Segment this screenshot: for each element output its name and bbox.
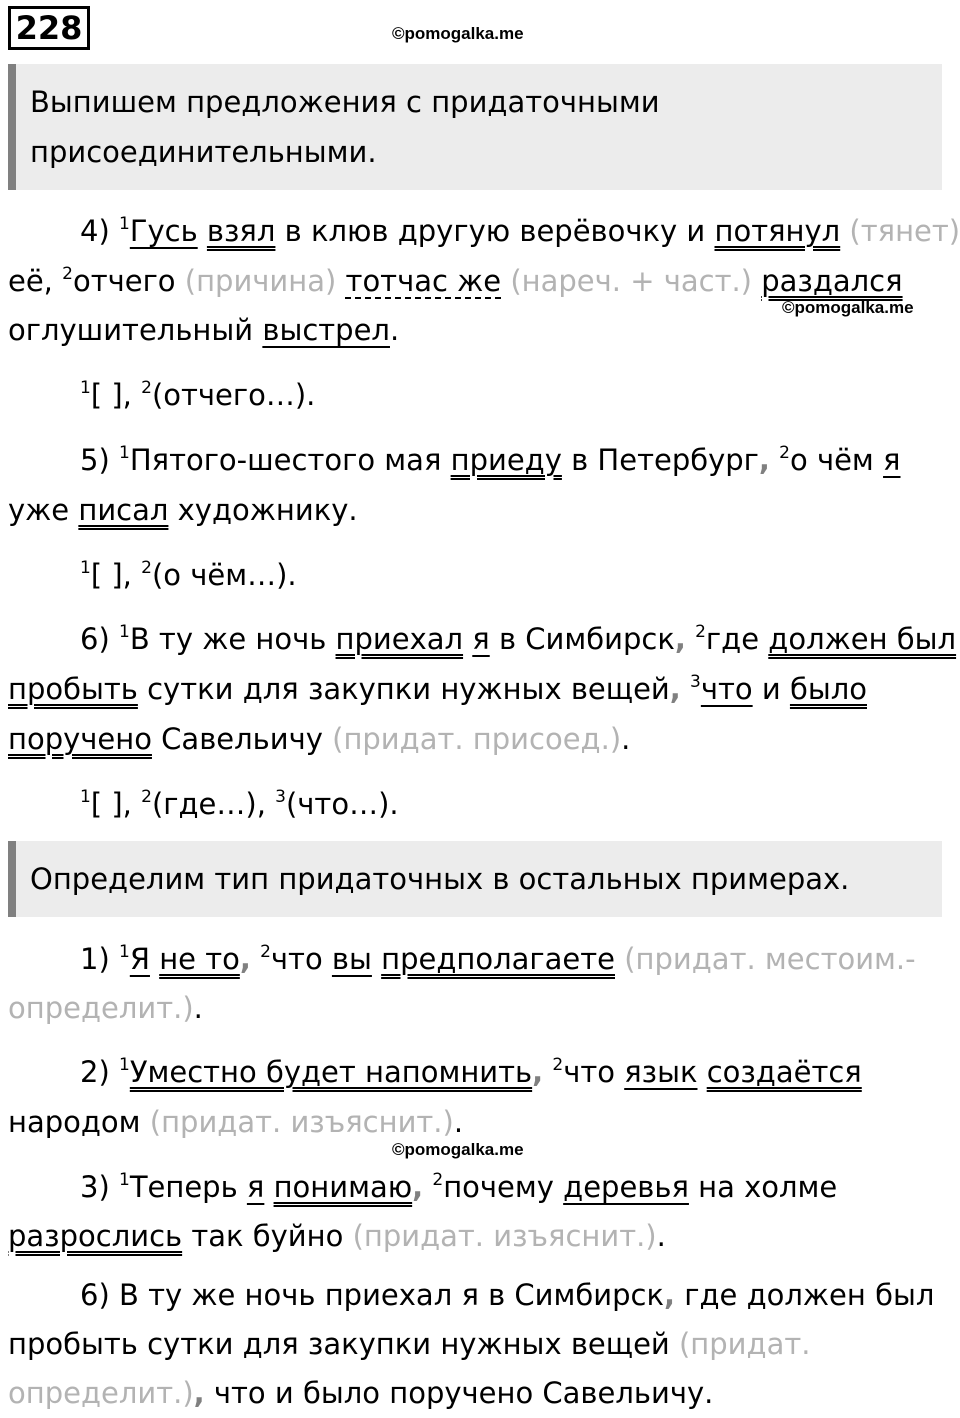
text-fragment: [ ], xyxy=(90,558,142,592)
text-fragment: я xyxy=(246,1170,265,1204)
text-fragment: (где…), xyxy=(151,787,276,821)
section-heading-2-text: Определим тип придаточных в остальных примерах. xyxy=(30,862,850,896)
text-fragment xyxy=(198,214,207,248)
text-fragment xyxy=(686,622,695,656)
text-fragment: , xyxy=(664,1278,676,1312)
text-fragment: Теперь xyxy=(129,1170,247,1204)
watermark-3: ©pomogalka.me xyxy=(392,1140,524,1159)
text-fragment: взял xyxy=(206,214,276,248)
text-fragment: 2) xyxy=(80,1055,119,1089)
item4-line3 xyxy=(8,305,399,355)
text-fragment: что xyxy=(563,1055,625,1089)
text-fragment: 6) xyxy=(80,622,119,656)
text-fragment: на холме xyxy=(688,1170,838,1204)
text-fragment: приеду xyxy=(450,443,562,477)
text-fragment: выстрел xyxy=(262,313,390,347)
item6-line1 xyxy=(80,614,956,664)
task-number: 228 xyxy=(8,6,90,50)
item4-line2 xyxy=(8,256,903,306)
watermark: ©pomogalka.me xyxy=(392,24,524,43)
text-fragment: где xyxy=(705,622,769,656)
ex2-line1 xyxy=(80,1047,862,1097)
text-fragment: тотчас же xyxy=(345,264,502,298)
section-heading-1 xyxy=(8,64,942,190)
watermark-2: ©pomogalka.me xyxy=(782,298,914,317)
text-fragment: в Симбирск xyxy=(489,622,675,656)
text-fragment xyxy=(264,1170,273,1204)
text-fragment: художнику. xyxy=(168,493,358,527)
text-fragment: . xyxy=(453,1105,464,1139)
ex3-line2 xyxy=(8,1211,666,1261)
text-fragment: сутки для закупки нужных вещей xyxy=(137,672,670,706)
text-fragment: , xyxy=(532,1055,544,1089)
text-fragment: 1 xyxy=(118,1170,130,1190)
text-fragment: (придат. присоед.) xyxy=(332,722,622,756)
text-fragment: [ ], xyxy=(90,787,142,821)
text-fragment xyxy=(681,672,690,706)
text-fragment: [ ], xyxy=(90,378,142,412)
text-fragment: 1 xyxy=(118,443,130,463)
text-fragment: её, xyxy=(8,264,63,298)
text-fragment xyxy=(543,1055,552,1089)
item4-line1 xyxy=(80,206,960,256)
text-fragment: 4) xyxy=(80,214,119,248)
text-fragment: что xyxy=(270,942,332,976)
item6-scheme xyxy=(80,779,399,829)
text-fragment: Савельичу xyxy=(151,722,333,756)
text-fragment: язык xyxy=(624,1055,698,1089)
text-fragment xyxy=(463,622,472,656)
item5-line2 xyxy=(8,485,358,535)
text-fragment: 2 xyxy=(62,264,73,284)
text-fragment: и xyxy=(752,672,790,706)
text-fragment: предполагаете xyxy=(381,942,615,976)
text-fragment: (тянет) xyxy=(840,214,960,248)
text-fragment: что xyxy=(700,672,753,706)
text-fragment: народом xyxy=(8,1105,150,1139)
text-fragment: создаётся xyxy=(706,1055,862,1089)
text-fragment: где должен был xyxy=(675,1278,935,1312)
text-fragment: (нареч. + част.) xyxy=(501,264,762,298)
text-fragment: так буйно xyxy=(182,1219,353,1253)
text-fragment: пробыть xyxy=(8,672,138,706)
text-fragment: , xyxy=(758,443,770,477)
text-fragment: 2 xyxy=(141,787,152,807)
text-fragment xyxy=(697,1055,706,1089)
text-fragment: 6) В ту же ночь приехал я в Симбирск xyxy=(80,1278,664,1312)
text-fragment: . xyxy=(193,991,203,1025)
text-fragment: . xyxy=(621,722,631,756)
item4-scheme xyxy=(80,370,315,420)
ex3-line1 xyxy=(80,1162,837,1212)
text-fragment: 1) xyxy=(80,942,119,976)
item5-line1 xyxy=(80,435,901,485)
text-fragment: оглушительный xyxy=(8,313,263,347)
text-fragment: Пятого-шестого мая xyxy=(129,443,451,477)
text-fragment: 3 xyxy=(275,787,286,807)
text-fragment: я xyxy=(472,622,490,656)
text-fragment: должен был xyxy=(768,622,957,656)
section-heading-2 xyxy=(8,841,942,917)
text-fragment: В ту же ночь xyxy=(129,622,336,656)
text-fragment: (причина) xyxy=(175,264,346,298)
text-fragment: 2 xyxy=(260,942,271,962)
text-fragment: 1 xyxy=(118,1055,130,1075)
text-fragment xyxy=(423,1170,432,1204)
text-fragment: было xyxy=(789,672,867,706)
text-fragment: Уместно будет напомнить xyxy=(129,1055,533,1089)
text-fragment: 1 xyxy=(118,622,130,642)
ex1-line1 xyxy=(80,934,916,984)
text-fragment: 5) xyxy=(80,443,119,477)
text-fragment: . xyxy=(389,313,400,347)
text-fragment: 1 xyxy=(80,787,91,807)
ex6-line2 xyxy=(8,1319,810,1369)
text-fragment: 2 xyxy=(779,443,790,463)
text-fragment: (придат. xyxy=(678,1327,811,1361)
text-fragment: потянул xyxy=(714,214,841,248)
text-fragment: (придат. изъяснит.) xyxy=(352,1219,657,1253)
text-fragment: 2 xyxy=(141,558,152,578)
text-fragment: вы xyxy=(331,942,372,976)
text-fragment: 2 xyxy=(695,622,706,642)
text-fragment: отчего xyxy=(72,264,176,298)
text-fragment: Гусь xyxy=(129,214,198,248)
text-fragment: . xyxy=(656,1219,666,1253)
text-fragment xyxy=(372,942,381,976)
text-fragment xyxy=(770,443,779,477)
text-fragment: , xyxy=(412,1170,424,1204)
text-fragment: (отчего…). xyxy=(151,378,316,412)
text-fragment: , xyxy=(239,942,251,976)
text-fragment: о чём xyxy=(790,443,884,477)
text-fragment: писал xyxy=(78,493,169,527)
text-fragment: 1 xyxy=(118,214,130,234)
ex6-line1 xyxy=(80,1270,934,1320)
section-heading-1-line1: Выпишем предложения с придаточными xyxy=(30,85,660,119)
item6-line3 xyxy=(8,714,630,764)
text-fragment: (что…). xyxy=(285,787,399,821)
text-fragment: не то xyxy=(159,942,240,976)
text-fragment: что и было поручено Савельичу. xyxy=(204,1376,714,1410)
text-fragment: я xyxy=(883,443,901,477)
text-fragment: определит.) xyxy=(8,991,194,1025)
text-fragment: раздался xyxy=(761,264,903,298)
text-fragment: приехал xyxy=(335,622,464,656)
text-fragment: , xyxy=(669,672,681,706)
text-fragment: (придат. изъяснит.) xyxy=(149,1105,454,1139)
text-fragment xyxy=(251,942,260,976)
text-fragment: разрослись xyxy=(8,1219,183,1253)
text-fragment xyxy=(150,942,159,976)
text-fragment: 1 xyxy=(80,558,91,578)
text-fragment: определит.) xyxy=(8,1376,194,1410)
text-fragment: 2 xyxy=(552,1055,564,1075)
text-fragment: деревья xyxy=(563,1170,689,1204)
text-fragment: уже xyxy=(8,493,79,527)
ex1-line2 xyxy=(8,983,203,1033)
text-fragment: 3) xyxy=(80,1170,119,1204)
text-fragment: , xyxy=(674,622,686,656)
ex6-line3 xyxy=(8,1368,713,1418)
item6-line2 xyxy=(8,664,867,714)
text-fragment: 3 xyxy=(690,672,701,692)
text-fragment: 2 xyxy=(141,378,152,398)
text-fragment: понимаю xyxy=(273,1170,413,1204)
section-heading-1-line2: присоединительными. xyxy=(30,135,377,169)
text-fragment: в клюв другую верёвочку и xyxy=(275,214,715,248)
text-fragment: 2 xyxy=(432,1170,444,1190)
text-fragment: Я xyxy=(129,942,150,976)
text-fragment: 1 xyxy=(80,378,91,398)
text-fragment: почему xyxy=(443,1170,564,1204)
text-fragment: (придат. местоим.- xyxy=(615,942,916,976)
item5-scheme xyxy=(80,550,297,600)
text-fragment: 1 xyxy=(118,942,130,962)
text-fragment: (о чём…). xyxy=(151,558,297,592)
text-fragment: , xyxy=(193,1376,205,1410)
text-fragment: в Петербург xyxy=(561,443,759,477)
text-fragment: поручено xyxy=(8,722,152,756)
text-fragment: пробыть сутки для закупки нужных вещей xyxy=(8,1327,679,1361)
